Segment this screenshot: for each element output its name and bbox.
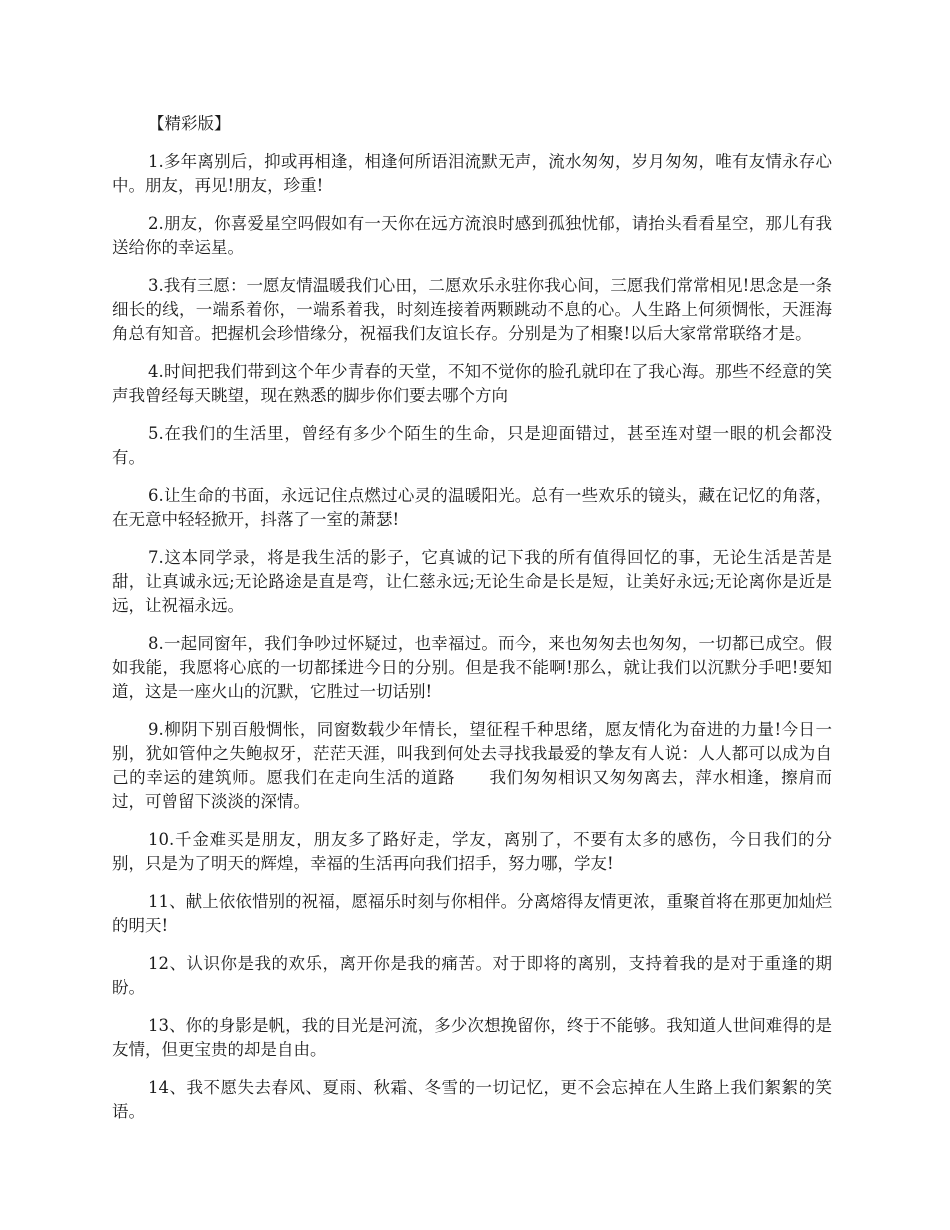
paragraph-11: 11、献上依依惜别的祝福，愿福乐时刻与你相伴。分离熔得友情更浓，重聚首将在那更加灿烂的明天! [112, 892, 832, 935]
paragraph-3: 3.我有三愿：一愿友情温暖我们心田，二愿欢乐永驻你我心间，三愿我们常常相见!思念是一条细长的线，一端系着你，一端系着我，时刻连接着两颗跳动不息的心。人生路上何须惆怅，天涯海角总有知音。把握机会珍惜缘分，祝福我们友谊长存。分别是为了相聚!以后大家常常联络才是。 [112, 276, 832, 343]
paragraph-4: 4.时间把我们带到这个年少青春的天堂，不知不觉你的脸孔就印在了我心海。那些不经意的笑声我曾经每天眺望，现在熟悉的脚步你们要去哪个方向 [112, 362, 832, 405]
paragraph-9: 9.柳阴下别百般惆怅，同窗数载少年情长，望征程千种思绪，愿友情化为奋进的力量!今日一别，犹如管仲之失鲍叔牙，茫茫天涯，叫我到何处去寻找我最爱的挚友有人说：人人都可以成为自己的幸运的建筑师。愿我们在走向生活的道路 我们匆匆相识又匆匆离去，萍水相逢，擦肩而过，可曾留下淡淡的深情。 [112, 720, 832, 811]
document-body [112, 112, 832, 1138]
paragraph-2: 2.朋友，你喜爱星空吗假如有一天你在远方流浪时感到孤独忧郁，请抬头看看星空，那儿有我送给你的幸运星。 [112, 214, 832, 257]
paragraph-14: 14、我不愿失去春风、夏雨、秋霜、冬雪的一切记忆，更不会忘掉在人生路上我们絮絮的笑语。 [112, 1078, 832, 1121]
paragraph-7: 7.这本同学录，将是我生活的影子，它真诚的记下我的所有值得回忆的事，无论生活是苦是甜，让真诚永远;无论路途是直是弯，让仁慈永远;无论生命是长是短，让美好永远;无论离你是近是远，让祝福永远。 [112, 548, 832, 615]
paragraph-1: 1.多年离别后，抑或再相逢，相逢何所语泪流默无声，流水匆匆，岁月匆匆，唯有友情永存心中。朋友，再见!朋友，珍重! [112, 152, 832, 195]
paragraph-13: 13、你的身影是帆，我的目光是河流，多少次想挽留你，终于不能够。我知道人世间难得的是友情，但更宝贵的却是自由。 [112, 1016, 832, 1059]
paragraph-6: 6.让生命的书面，永远记住点燃过心灵的温暖阳光。总有一些欢乐的镜头，藏在记忆的角落，在无意中轻轻掀开，抖落了一室的萧瑟! [112, 486, 832, 529]
paragraph-5: 5.在我们的生活里，曾经有多少个陌生的生命，只是迎面错过，甚至连对望一眼的机会都没有。 [112, 424, 832, 467]
paragraph-12: 12、认识你是我的欢乐，离开你是我的痛苦。对于即将的离别，支持着我的是对于重逢的期盼。 [112, 954, 832, 997]
paragraph-10: 10.千金难买是朋友，朋友多了路好走，学友，离别了，不要有太多的感伤，今日我们的分别，只是为了明天的辉煌，幸福的生活再向我们招手，努力哪，学友! [112, 830, 832, 873]
paragraph-8: 8.一起同窗年，我们争吵过怀疑过，也幸福过。而今，来也匆匆去也匆匆，一切都已成空。假如我能，我愿将心底的一切都揉进今日的分别。但是我不能啊!那么，就让我们以沉默分手吧!要知道，这是一座火山的沉默，它胜过一切话别! [112, 634, 832, 701]
section-heading: 【精彩版】 [148, 114, 231, 133]
